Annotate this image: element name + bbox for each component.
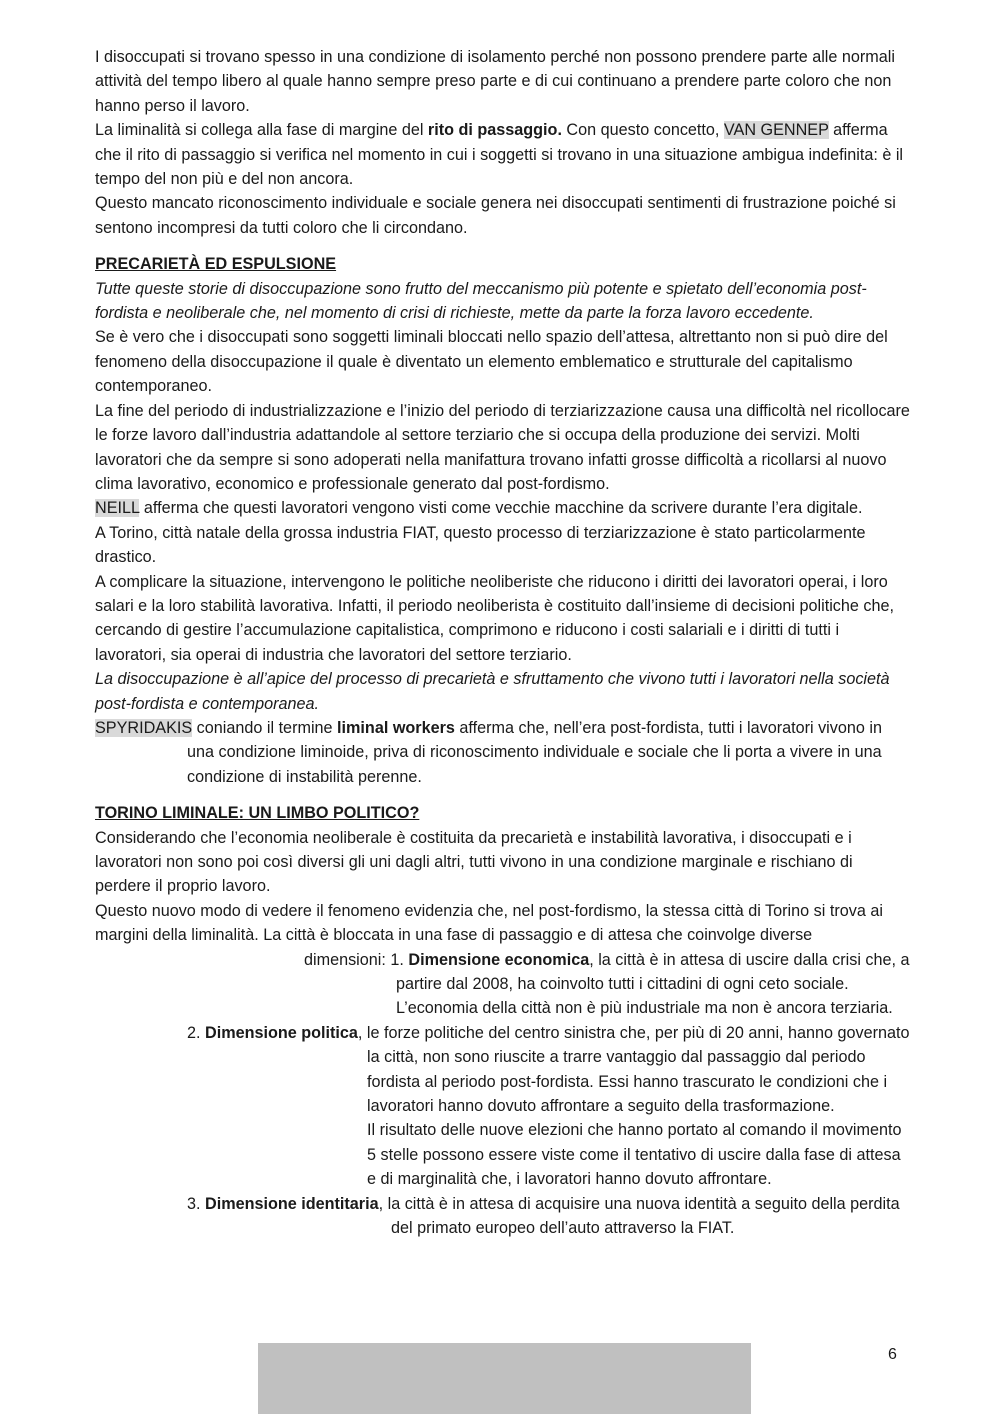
footer-gray-block xyxy=(258,1343,751,1414)
paragraph: La fine del periodo di industrializzazione e l’inizio del periodo di terziarizzazione causa una difficoltà nel ricollocare le forze lavoro dall’industria adattandole al settore terziario che si occupa della produzione dei servizi. Molti lavoratori che da sempre si sono adoperati nella manifattura trovano infatti grosse difficoltà a ricollarsi al nuovo clima lavorativo, economico e professionale generato dal post-fordismo. xyxy=(95,401,910,493)
text-run: coniando il termine xyxy=(192,718,338,737)
list-item-economica xyxy=(95,948,910,1021)
section-heading: TORINO LIMINALE: UN LIMBO POLITICO? xyxy=(95,804,420,823)
text-run: afferma che il rito di passaggio si verifica nel momento in cui i soggetti si trovano in una situazione ambigua indefinita: è il tempo del non più e del non ancora. xyxy=(95,121,904,189)
list-number: 2. xyxy=(187,1023,205,1042)
text-run: Con questo concetto, xyxy=(561,121,724,140)
paragraph: Questo nuovo modo di vedere il fenomeno evidenzia che, nel post-fordismo, la stessa città di Torino si trova ai margini della liminalità. La città è bloccata in una fase di passaggio e di attesa che coinvolge diverse xyxy=(95,901,883,945)
paragraph: Considerando che l’economia neoliberale è costituita da precarietà e instabilità lavorativa, i disoccupati e i lavoratori non sono poi così diversi gli uni dagli altri, tutti vivono in una condizione marginale e rischiano di perdere il proprio lavoro. xyxy=(95,828,853,896)
list-item-identitaria xyxy=(95,1192,910,1241)
bold-term: rito di passaggio. xyxy=(427,121,562,140)
italic-paragraph: La disoccupazione è all’apice del processo di precarietà e sfruttamento che vivono tutti i lavoratori nella società post-fordista e contemporanea. xyxy=(95,670,890,713)
paragraph: A complicare la situazione, intervengono le politiche neoliberiste che riducono i diritti dei lavoratori operai, i loro salari e la loro stabilità lavorativa. Infatti, il periodo neoliberista è costituito dall’insieme di decisioni politiche che, cercando di gestire l’accumulazione capitalistica, comprimono e riducono i costi salariali e i diritti di tutti i lavoratori, sia operai di industria che lavoratori del settore terziario. xyxy=(95,572,894,664)
paragraph: A Torino, città natale della grossa industria FIAT, questo processo di terziarizzazione è stato particolarmente drastico. xyxy=(95,523,866,567)
text-run: , la città è in attesa di uscire dalla crisi che, a partire dal 2008, ha coinvolto tutti i cittadini di ogni ceto sociale. L’economia della città non è più industriale ma non è ancora terziaria. xyxy=(396,950,910,1018)
text-run: afferma che, nell’era post-fordista, tutti i lavoratori vivono in una condizione liminoide, priva di riconoscimento individuale e sociale che li porta a vivere in una condizione di instabilità perenne. xyxy=(187,718,882,786)
bold-term: Dimensione economica xyxy=(408,950,590,969)
list-number: 1. xyxy=(390,950,409,969)
list-item-politica-continued: Il risultato delle nuove elezioni che hanno portato al comando il movimento 5 stelle possono essere viste come il tentativo di uscire dalla fase di attesa e di marginalità che, i lavoratori hanno dovuto affrontare. xyxy=(367,1121,902,1189)
document-body xyxy=(95,45,910,1241)
section-heading: PRECARIETÀ ED ESPULSIONE xyxy=(95,255,337,274)
paragraph-liminalita xyxy=(95,118,910,191)
text-run: afferma che questi lavoratori vengono visti come vecchie macchine da scrivere durante l’era digitale. xyxy=(139,499,863,518)
list-item-politica xyxy=(95,1021,910,1119)
list-number: 3. xyxy=(187,1194,205,1213)
paragraph-riconoscimento: Questo mancato riconoscimento individuale e sociale genera nei disoccupati sentimenti di frustrazione poiché si sentono incompresi da tutti coloro che li circondano. xyxy=(95,194,896,237)
bold-term: liminal workers xyxy=(337,718,455,737)
page-number: 6 xyxy=(888,1346,897,1363)
paragraph-spyridakis xyxy=(95,716,910,789)
text-run: La liminalità si collega alla fase di margine del xyxy=(95,121,428,140)
text-run: , la città è in attesa di acquisire una nuova identità a seguito della perdita del primato europeo dell’auto attraverso la FIAT. xyxy=(378,1194,900,1238)
bold-term: Dimensione identitaria xyxy=(205,1194,379,1213)
paragraph: Se è vero che i disoccupati sono soggetti liminali bloccati nello spazio dell’attesa, altrettanto non si può dire del fenomeno della disoccupazione il quale è diventato un elemento emblematico e strutturale del capitalismo contemporaneo. xyxy=(95,328,888,396)
highlighted-author: SPYRIDAKIS xyxy=(95,718,193,737)
paragraph-neill xyxy=(95,496,910,520)
highlighted-author: NEILL xyxy=(95,499,140,518)
paragraph-isolamento: I disoccupati si trovano spesso in una condizione di isolamento perché non possono prendere parte alle normali attività del tempo libero al quale hanno sempre preso parte e di cui continuano a prendere parte coloro che non hanno perso il lavoro. xyxy=(95,48,895,115)
highlighted-author: VAN GENNEP xyxy=(723,121,829,140)
text-run: , le forze politiche del centro sinistra che, per più di 20 anni, hanno governato la città, non sono riuscite a trarre vantaggio dal passaggio dal periodo fordista al periodo post-fordista. Essi hanno trascurato le condizioni che i lavoratori hanno dovuto affrontare a seguito della trasformazione. xyxy=(357,1023,910,1116)
bold-term: Dimensione politica xyxy=(205,1023,358,1042)
italic-intro: Tutte queste storie di disoccupazione sono frutto del meccanismo più potente e spietato dell’economia post-fordista e neoliberale che, nel momento di crisi di richieste, mette da parte la forza lavoro eccedente. xyxy=(95,279,867,323)
text-run: dimensioni: xyxy=(304,950,391,969)
